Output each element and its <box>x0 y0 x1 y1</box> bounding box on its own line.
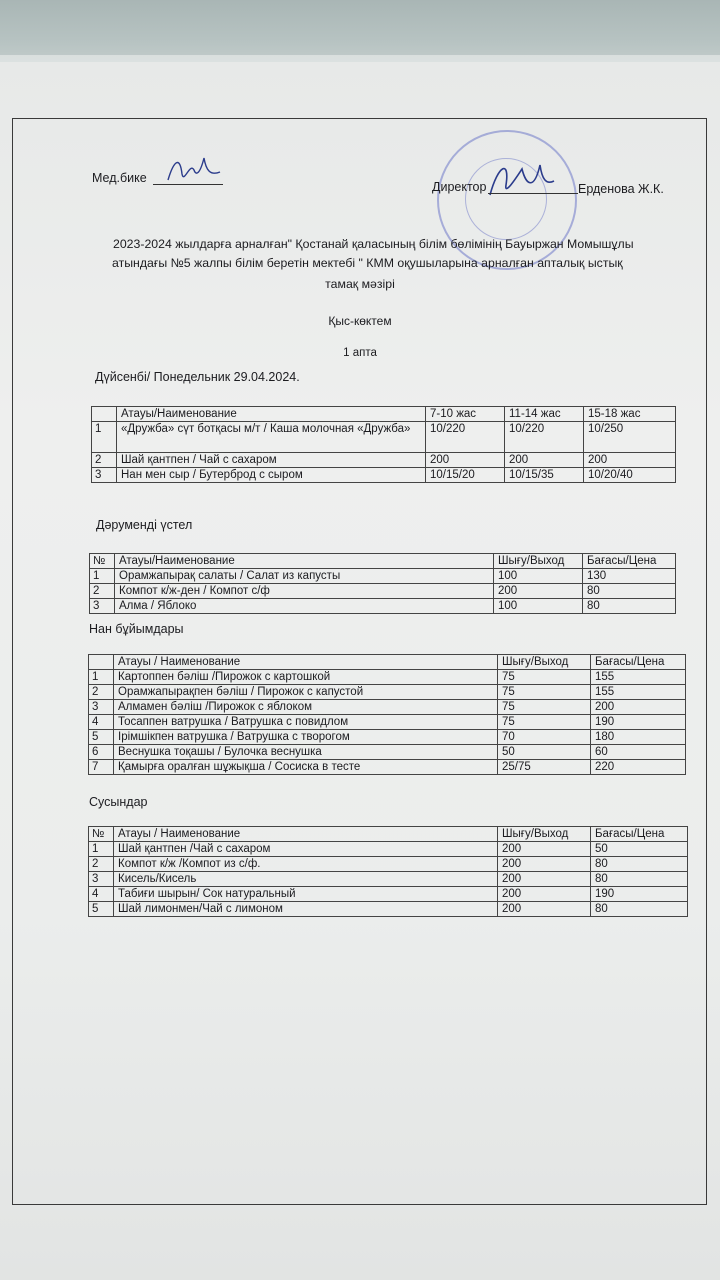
table-cell: 130 <box>583 569 676 584</box>
table-row <box>90 599 676 614</box>
table-row <box>90 584 676 599</box>
table-cell: «Дружба» сүт ботқасы м/т / Каша молочная «Дружба» <box>117 422 426 453</box>
table-cell: 5 <box>89 902 114 917</box>
table-cell: 3 <box>92 468 117 483</box>
drinks-table <box>88 826 688 917</box>
table-cell: 190 <box>591 715 686 730</box>
table-cell: 70 <box>498 730 591 745</box>
table-cell: 200 <box>498 887 591 902</box>
table-cell: № <box>89 827 114 842</box>
table-cell: Нан мен сыр / Бутерброд с сыром <box>117 468 426 483</box>
table-cell: 10/220 <box>505 422 584 453</box>
table-row <box>89 730 686 745</box>
table-row <box>92 422 676 453</box>
table-row <box>92 453 676 468</box>
table-cell: 200 <box>498 842 591 857</box>
table-cell: 1 <box>90 569 115 584</box>
table-cell: 10/15/20 <box>426 468 505 483</box>
table-cell: 5 <box>89 730 114 745</box>
table-cell: Бағасы/Цена <box>591 655 686 670</box>
table-cell: 3 <box>89 872 114 887</box>
table-cell: 200 <box>498 872 591 887</box>
table-row <box>89 887 688 902</box>
bakery-section-title: Нан бұйымдары <box>89 622 184 636</box>
table-cell: 10/250 <box>584 422 676 453</box>
table-cell: 2 <box>89 857 114 872</box>
table-cell: 75 <box>498 670 591 685</box>
vitamin-table <box>89 553 676 614</box>
table-row <box>89 760 686 775</box>
table-cell: 200 <box>426 453 505 468</box>
table-cell: Шығу/Выход <box>498 655 591 670</box>
table-cell <box>92 407 117 422</box>
table-cell: Алмамен бәліш /Пирожок с яблоком <box>114 700 498 715</box>
table-cell: 50 <box>591 842 688 857</box>
director-signature <box>480 155 560 205</box>
table-cell: 80 <box>591 872 688 887</box>
table-cell: 4 <box>89 715 114 730</box>
director-label: Директор <box>432 180 487 194</box>
table-cell: 11-14 жас <box>505 407 584 422</box>
drinks-section-title: Сусындар <box>89 795 148 809</box>
table-row <box>89 700 686 715</box>
season-label: Қыс-көктем <box>328 314 392 328</box>
vitamin-section-title: Дәруменді үстел <box>96 518 193 532</box>
table-cell: 100 <box>494 569 583 584</box>
table-cell: Орамжапырақ салаты / Салат из капусты <box>115 569 494 584</box>
table-cell: Шығу/Выход <box>494 554 583 569</box>
table-row <box>90 569 676 584</box>
table-cell: Атауы/Наименование <box>117 407 426 422</box>
table-cell: Веснушка тоқашы / Булочка веснушка <box>114 745 498 760</box>
table-header-row <box>89 827 688 842</box>
table-row <box>89 857 688 872</box>
table-cell: № <box>90 554 115 569</box>
table-cell: 60 <box>591 745 686 760</box>
table-row <box>89 715 686 730</box>
table-cell: 2 <box>90 584 115 599</box>
table-cell: 80 <box>583 584 676 599</box>
table-cell: 180 <box>591 730 686 745</box>
table-header-row <box>89 655 686 670</box>
table-cell: 10/20/40 <box>584 468 676 483</box>
table-cell: 220 <box>591 760 686 775</box>
table-cell: Атауы / Наименование <box>114 827 498 842</box>
table-cell: 1 <box>89 670 114 685</box>
table-cell: Алма / Яблоко <box>115 599 494 614</box>
table-row <box>89 902 688 917</box>
week-label: 1 апта <box>343 347 377 359</box>
table-cell: 100 <box>494 599 583 614</box>
table-cell: 7 <box>89 760 114 775</box>
table-cell: Ірімшікпен ватрушка / Ватрушка с творогом <box>114 730 498 745</box>
table-cell: 7-10 жас <box>426 407 505 422</box>
table-cell: 75 <box>498 685 591 700</box>
table-cell: 80 <box>591 902 688 917</box>
title-line-2: атындағы №5 жалпы білім беретін мектебі " КММ оқушыларына арналған апталық ыстық <box>112 256 623 270</box>
director-signature-line <box>488 193 578 194</box>
table-cell: 200 <box>494 584 583 599</box>
table-row <box>89 842 688 857</box>
bakery-table <box>88 654 686 775</box>
table-cell: 3 <box>89 700 114 715</box>
table-cell <box>89 655 114 670</box>
table-cell: 6 <box>89 745 114 760</box>
table-cell: Табиғи шырын/ Сок натуральный <box>114 887 498 902</box>
table-row <box>89 872 688 887</box>
day-label: Дүйсенбі/ Понедельник 29.04.2024. <box>95 370 300 384</box>
table-cell: 80 <box>591 857 688 872</box>
table-cell: 10/15/35 <box>505 468 584 483</box>
table-cell: 50 <box>498 745 591 760</box>
table-cell: 200 <box>591 700 686 715</box>
table-cell: Бағасы/Цена <box>583 554 676 569</box>
table-cell: Бағасы/Цена <box>591 827 688 842</box>
title-line-1: 2023-2024 жылдарға арналған" Қостанай қаласының білім бөлімінің Бауыржан Момышұлы <box>113 237 634 251</box>
table-row <box>92 468 676 483</box>
table-cell: 155 <box>591 670 686 685</box>
table-cell: 75 <box>498 700 591 715</box>
director-name: Ерденова Ж.К. <box>578 182 664 196</box>
table-cell: 2 <box>89 685 114 700</box>
table-cell: Компот к/ж-ден / Компот с/ф <box>115 584 494 599</box>
table-cell: 1 <box>89 842 114 857</box>
table-cell: Қамырға оралған шұжықша / Сосиска в тесте <box>114 760 498 775</box>
table-cell: 15-18 жас <box>584 407 676 422</box>
table-cell: 200 <box>498 902 591 917</box>
table-cell: Шай қантпен /Чай с сахаром <box>114 842 498 857</box>
table-header-row <box>90 554 676 569</box>
table-row <box>89 670 686 685</box>
table-row <box>89 685 686 700</box>
table-cell: 4 <box>89 887 114 902</box>
table-cell: 155 <box>591 685 686 700</box>
title-line-3: тамақ мәзірі <box>325 277 395 291</box>
table-cell: Атауы / Наименование <box>114 655 498 670</box>
table-cell: 1 <box>92 422 117 453</box>
table-cell: 10/220 <box>426 422 505 453</box>
table-cell: 200 <box>584 453 676 468</box>
table-cell: Кисель/Кисель <box>114 872 498 887</box>
table-cell: Картоппен бәліш /Пирожок с картошкой <box>114 670 498 685</box>
table-cell: Орамжапырақпен бәліш / Пирожок с капустой <box>114 685 498 700</box>
table-cell: 75 <box>498 715 591 730</box>
table-cell: Тосаппен ватрушка / Ватрушка с повидлом <box>114 715 498 730</box>
table-cell: 25/75 <box>498 760 591 775</box>
table-cell: Шығу/Выход <box>498 827 591 842</box>
nurse-label: Мед.бике <box>92 171 147 185</box>
table-cell: Компот к/ж /Компот из с/ф. <box>114 857 498 872</box>
table-cell: Шай қантпен / Чай с сахаром <box>117 453 426 468</box>
table-row <box>89 745 686 760</box>
table-cell: 2 <box>92 453 117 468</box>
table-cell: Шай лимонмен/Чай с лимоном <box>114 902 498 917</box>
main-menu-table <box>91 406 676 483</box>
table-cell: 80 <box>583 599 676 614</box>
table-cell: 200 <box>498 857 591 872</box>
table-cell: 200 <box>505 453 584 468</box>
table-header-row <box>92 407 676 422</box>
table-cell: 190 <box>591 887 688 902</box>
nurse-signature <box>160 150 230 188</box>
table-cell: Атауы/Наименование <box>115 554 494 569</box>
table-cell: 3 <box>90 599 115 614</box>
